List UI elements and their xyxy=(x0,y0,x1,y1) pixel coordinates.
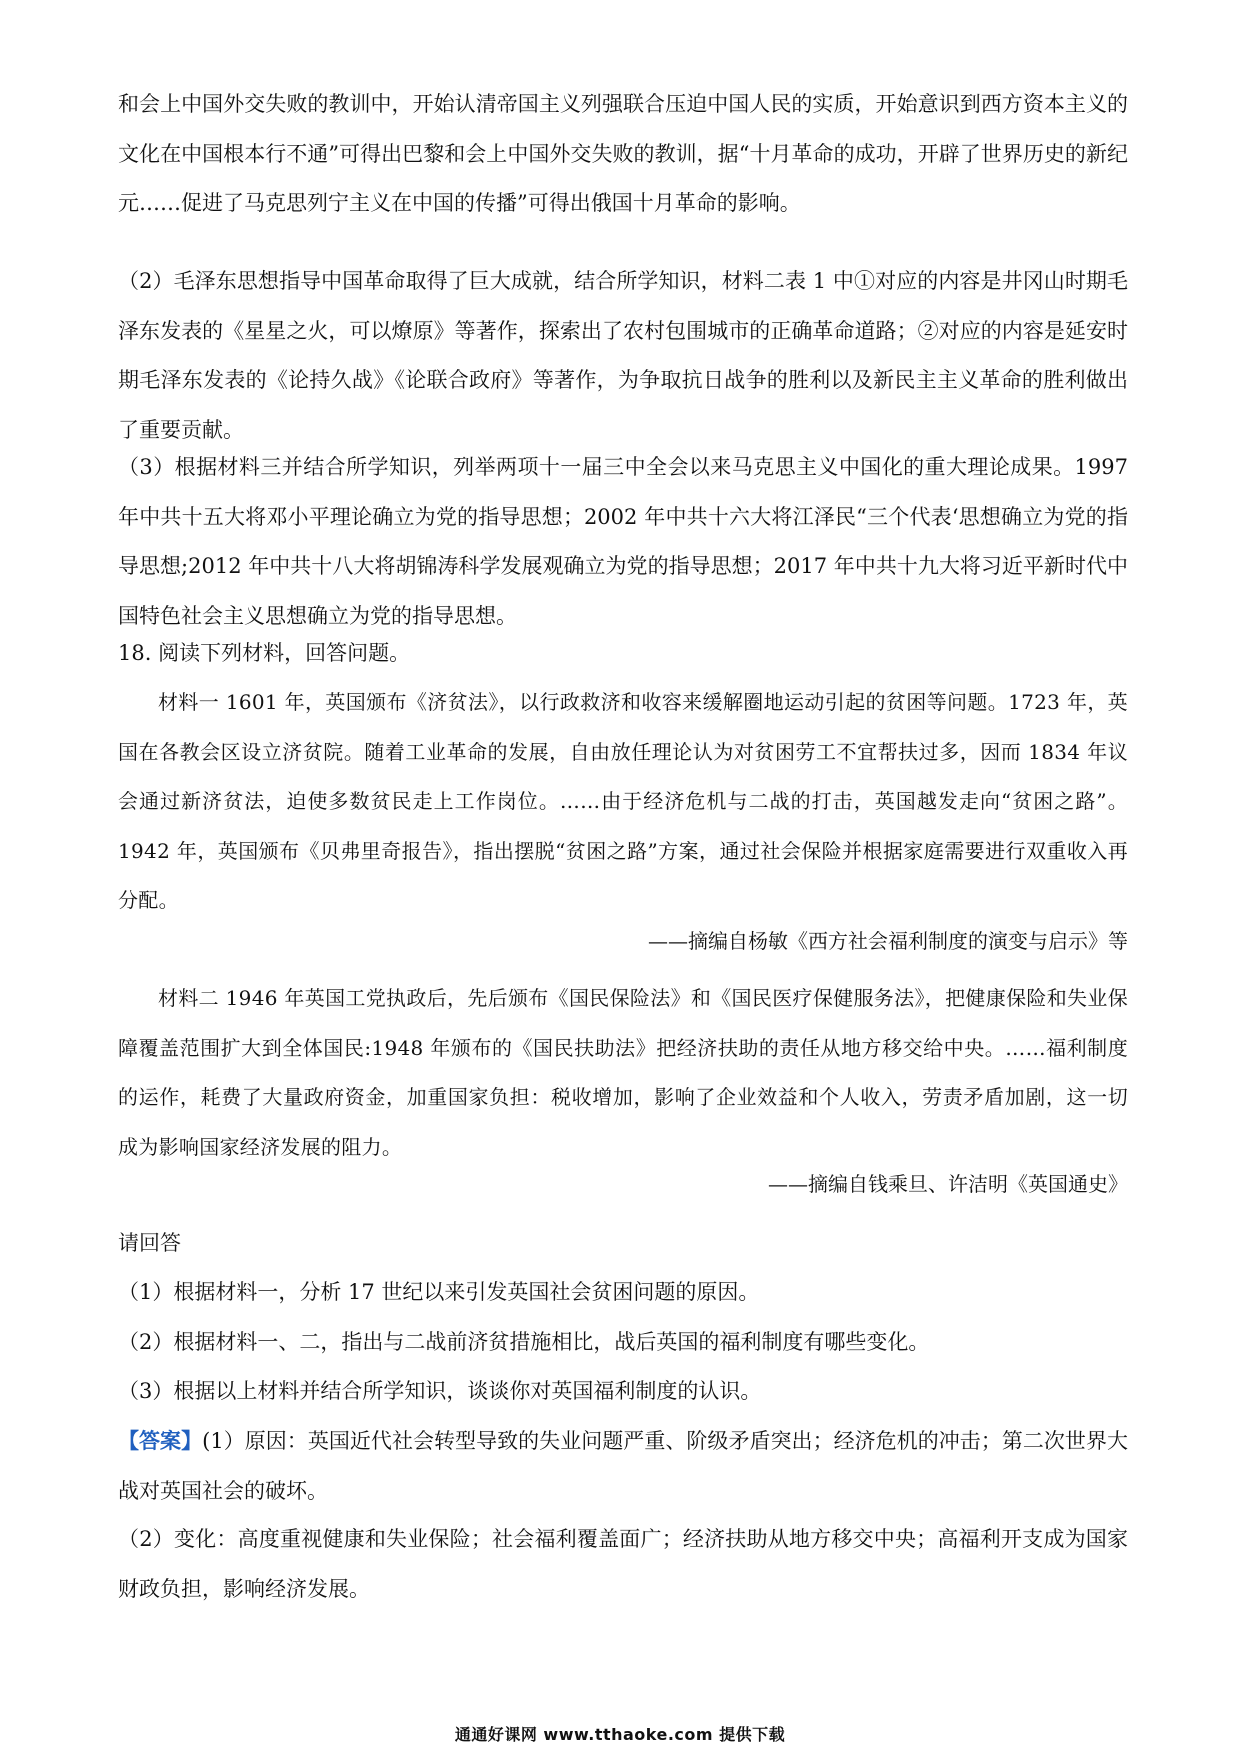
answer-2: （2）变化：高度重视健康和失业保险；社会福利覆盖面广；经济扶助从地方移交中央；高福利开支成为国家财政负担，影响经济发展。 xyxy=(118,1527,1128,1601)
please-answer-label: 请回答 xyxy=(118,1231,181,1255)
material-one: 材料一 1601 年，英国颁布《济贫法》，以行政救济和收容来缓解圈地运动引起的贫困等问题。1723 年，英国在各教会区设立济贫院。随着工业革命的发展，自由放任理论认为对贫困劳工不宜帮扶过多，因而 1834 年议会通过新济贫法，迫使多数贫民走上工作岗位。……由于经济危机与二战的打击，英国越发走向“贫困之路”。1942 年，英国颁布《贝弗里奇报告》，指出摆脱“贫困之路”方案，通过社会保险并根据家庭需要进行双重收入再分配。 xyxy=(118,690,1128,912)
material-one-source: ——摘编自杨敏《西方社会福利制度的演变与启示》等 xyxy=(648,929,1128,953)
paragraph-q3-analysis: （3）根据材料三并结合所学知识，列举两项十一届三中全会以来马克思主义中国化的重大理论成果。1997 年中共十五大将邓小平理论确立为党的指导思想；2002 年中共十六大将江泽民“三个代表‘思想确立为党的指导思想;2012 年中共十八大将胡锦涛科学发展观确立为党的指导思想；2017 年中共十九大将习近平新时代中国特色社会主义思想确立为党的指导思想。 xyxy=(118,455,1128,628)
question-3: （3）根据以上材料并结合所学知识，谈谈你对英国福利制度的认识。 xyxy=(118,1379,762,1403)
footer-watermark: 通通好课网 www.tthaoke.com 提供下载 xyxy=(454,1725,786,1744)
answer-tag: 【答案】 xyxy=(118,1428,203,1453)
paragraph-continuation: 和会上中国外交失败的教训中，开始认清帝国主义列强联合压迫中国人民的实质，开始意识到西方资本主义的文化在中国根本行不通”可得出巴黎和会上中国外交失败的教训，据“十月革命的成功，开辟了世界历史的新纪元……促进了马克思列宁主义在中国的传播”可得出俄国十月革命的影响。 xyxy=(118,92,1128,215)
material-two-source: ——摘编自钱乘旦、许洁明《英国通史》 xyxy=(768,1172,1128,1196)
paragraph-q2-analysis: （2）毛泽东思想指导中国革命取得了巨大成就，结合所学知识，材料二表 1 中①对应的内容是井冈山时期毛泽东发表的《星星之火，可以燎原》等著作，探索出了农村包围城市的正确革命道路；②对应的内容是延安时期毛泽东发表的《论持久战》《论联合政府》等著作，为争取抗日战争的胜利以及新民主主义革命的胜利做出了重要贡献。 xyxy=(118,269,1128,442)
question-2: （2）根据材料一、二，指出与二战前济贫措施相比，战后英国的福利制度有哪些变化。 xyxy=(118,1330,930,1354)
question-18-title: 18. 阅读下列材料，回答问题。 xyxy=(118,641,411,665)
answer-1 xyxy=(118,1416,1128,1516)
material-two: 材料二 1946 年英国工党执政后，先后颁布《国民保险法》和《国民医疗保健服务法》，把健康保险和失业保障覆盖范围扩大到全体国民:1948 年颁布的《国民扶助法》把经济扶助的责任从地方移交给中央。……福利制度的运作，耗费了大量政府资金，加重国家负担：税收增加，影响了企业效益和个人收入，劳责矛盾加剧，这一切成为影响国家经济发展的阻力。 xyxy=(118,986,1128,1159)
answer-1-text: (1）原因：英国近代社会转型导致的失业问题严重、阶级矛盾突出；经济危机的冲击；第二次世界大战对英国社会的破坏。 xyxy=(118,1429,1128,1503)
question-1: （1）根据材料一，分析 17 世纪以来引发英国社会贫困问题的原因。 xyxy=(118,1280,760,1304)
